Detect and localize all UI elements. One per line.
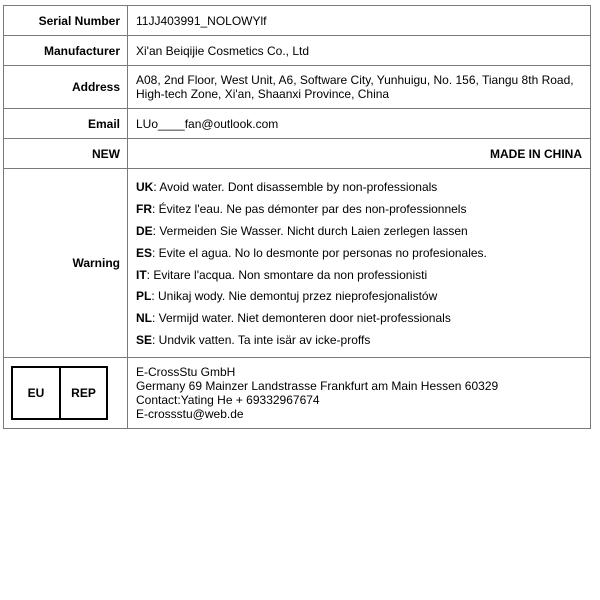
new-row [4,139,591,169]
made-in-china-value: MADE IN CHINA [128,139,591,169]
warning-label: Warning [4,169,128,358]
eu-rep-company: E-CrossStu GmbH [136,365,236,379]
product-label-table [3,5,591,429]
eu-rep-symbol-cell [4,358,128,429]
warning-list [136,174,582,351]
warning-line-fr [136,199,582,221]
warning-code: SE [136,332,153,347]
warning-line-pl [136,286,582,308]
warning-line-se [136,330,582,352]
eu-symbol-text: EU [13,368,61,418]
manufacturer-label: Manufacturer [4,36,128,66]
warning-code: FR [136,202,152,217]
warning-code: DE [136,223,153,238]
warning-text: : Vermijd water. Niet demonteren door niet-professionals [152,311,451,326]
warning-line-de [136,221,582,243]
eu-rep-email: E-crossstu@web.de [136,407,244,421]
email-label: Email [4,109,128,139]
warning-text: : Vermeiden Sie Wasser. Nicht durch Laien zerlegen lassen [152,223,468,238]
email-row [4,109,591,139]
warning-code: UK [136,180,154,195]
rep-symbol-text: REP [71,386,96,400]
warning-row [4,169,591,358]
address-row [4,66,591,109]
warning-text: : Undvik vatten. Ta inte isär av icke-proffs [152,332,371,347]
warning-text-cell [128,169,591,358]
warning-line-uk [136,177,582,199]
address-value: A08, 2nd Floor, West Unit, A6, Software City, Yunhuigu, No. 156, Tiangu 8th Road, High-tech Zone, Xi'an, Shaanxi Province, China [128,66,591,109]
eu-rep-details [128,358,591,429]
warning-text: : Evite el agua. No lo desmonte por personas no profesionales. [152,245,487,260]
warning-code: NL [136,311,152,326]
eu-rep-row [4,358,591,429]
serial-number-row [4,6,591,36]
email-value: LUo____fan@outlook.com [128,109,591,139]
serial-number-label: Serial Number [4,6,128,36]
warning-text: : Évitez l'eau. Ne pas démonter par des non-professionnels [152,202,467,217]
eu-rep-contact: Contact:Yating He + 69332967674 [136,393,320,407]
new-label: NEW [4,139,128,169]
manufacturer-value: Xi'an Beiqijie Cosmetics Co., Ltd [128,36,591,66]
warning-text: : Unikaj wody. Nie demontuj przez nieprofesjonalistów [151,289,438,304]
address-label: Address [4,66,128,109]
manufacturer-row [4,36,591,66]
eu-rep-symbol [11,366,108,420]
warning-line-nl [136,308,582,330]
warning-line-it [136,265,582,287]
warning-code: IT [136,267,147,282]
warning-code: ES [136,245,153,260]
warning-text: : Evitare l'acqua. Non smontare da non professionisti [146,267,428,282]
serial-number-value: 11JJ403991_NOLOWYlf [128,6,591,36]
warning-code: PL [136,289,152,304]
eu-rep-address: Germany 69 Mainzer Landstrasse Frankfurt am Main Hessen 60329 [136,379,499,393]
warning-line-es [136,243,582,265]
warning-text: : Avoid water. Dont disassemble by non-professionals [153,180,438,195]
